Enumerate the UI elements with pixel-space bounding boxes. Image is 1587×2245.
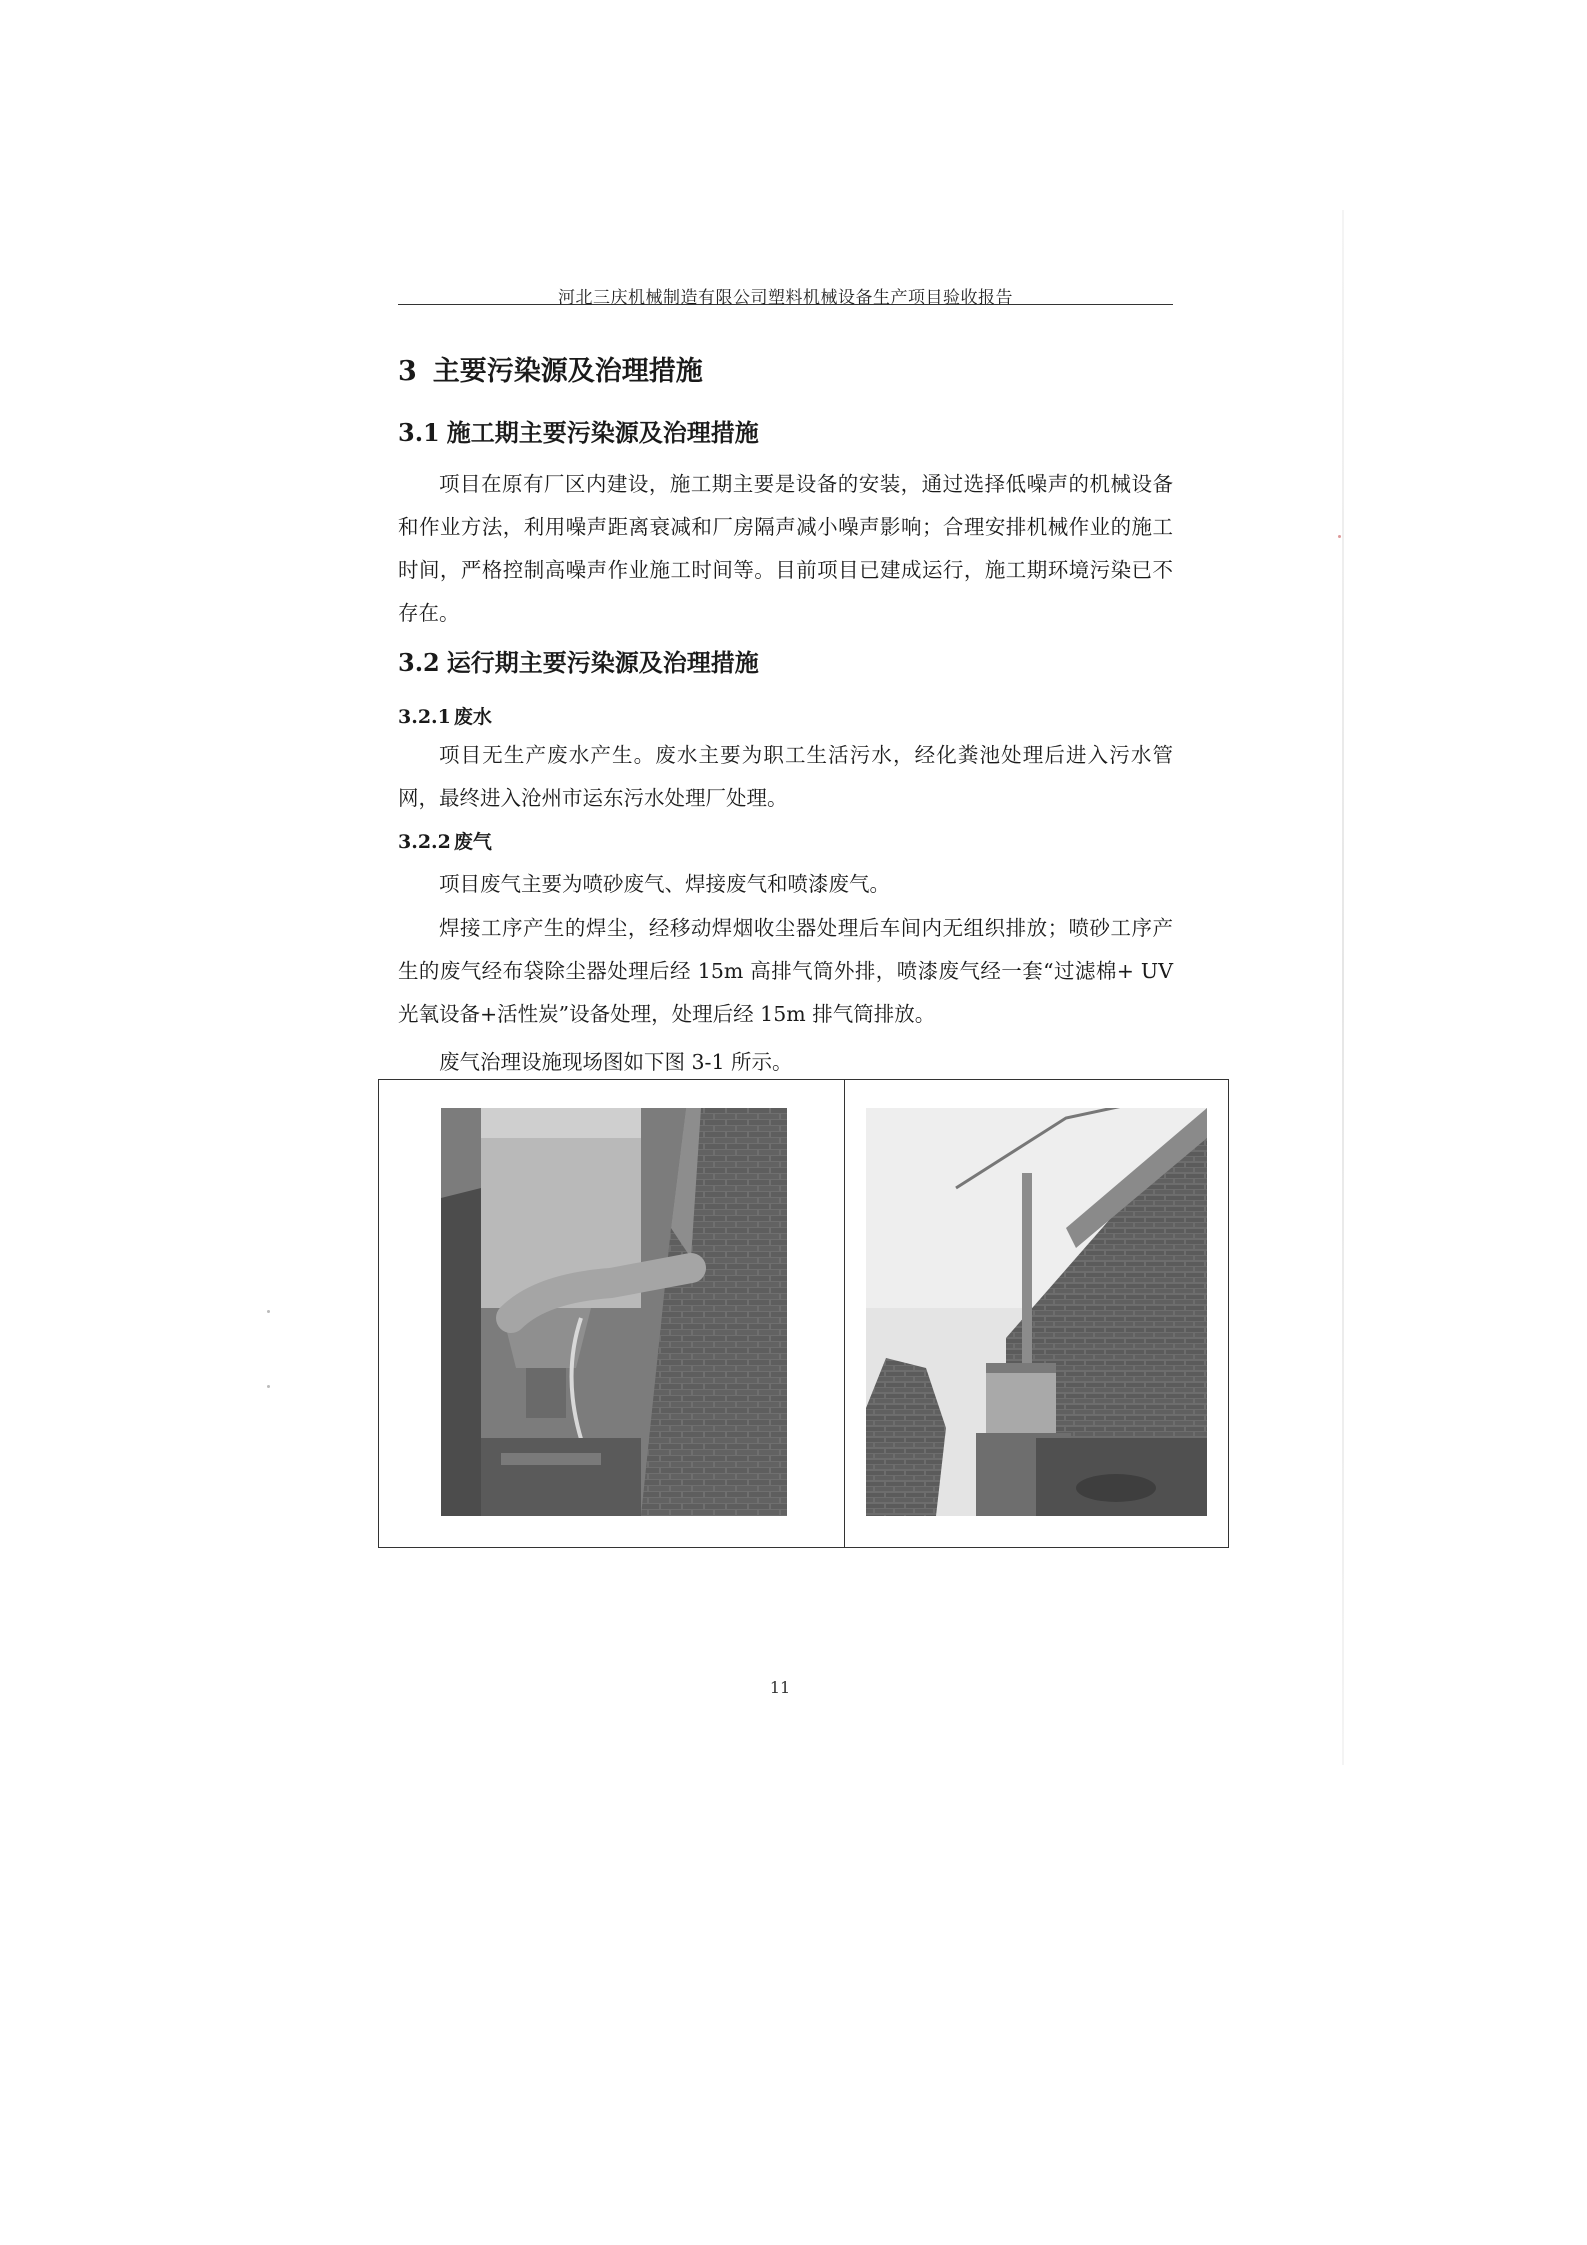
scan-speck — [1338, 535, 1341, 538]
exhaust-title: 废气 — [453, 831, 492, 853]
exhaust-paragraph-3: 废气治理设施现场图如下图 3-1 所示。 — [439, 1050, 793, 1074]
section-title: 主要污染源及治理措施 — [432, 356, 703, 387]
scan-edge-shadow — [1342, 210, 1344, 1765]
scan-speck — [267, 1310, 270, 1313]
subsection-number: 3.2 — [398, 648, 440, 677]
construction-paragraph: 项目在原有厂区内建设，施工期主要是设备的安装，通过选择低噪声的机械设备和作业方法，利用噪声距离衰减和厂房隔声减小噪声影响；合理安排机械作业的施工时间，严格控制高噪声作业施工时间等。目前项目已建成运行，施工期环境污染已不存在。 — [398, 472, 1173, 625]
section-number: 3 — [398, 356, 417, 387]
subsection-title: 运行期主要污染源及治理措施 — [446, 648, 759, 677]
running-header: 河北三庆机械制造有限公司塑料机械设备生产项目验收报告 — [558, 288, 1013, 308]
scan-speck — [267, 1385, 270, 1388]
wastewater-heading — [398, 702, 492, 729]
wastewater-number: 3.2.1 — [398, 706, 451, 728]
subsection-number: 3.1 — [398, 418, 440, 447]
subsection-title: 施工期主要污染源及治理措施 — [446, 418, 759, 447]
subsection-3-2-heading — [398, 643, 759, 678]
figure-3-1-divider — [844, 1079, 845, 1548]
header-rule — [398, 304, 1173, 305]
exhaust-heading — [398, 827, 492, 854]
photo-exhaust-stack — [866, 1108, 1207, 1516]
subsection-3-1-heading — [398, 413, 759, 448]
wastewater-title: 废水 — [453, 706, 492, 728]
exhaust-paragraph-1: 项目废气主要为喷砂废气、焊接废气和喷漆废气。 — [439, 872, 890, 896]
photo-dust-collector-duct — [441, 1108, 787, 1516]
exhaust-paragraph-2: 焊接工序产生的焊尘，经移动焊烟收尘器处理后车间内无组织排放；喷砂工序产生的废气经布袋除尘器处理后经 15m 高排气筒外排，喷漆废气经一套“过滤棉+ UV 光氧设备+活性炭”设备处理，处理后经 15m 排气筒排放。 — [398, 916, 1173, 1026]
wastewater-paragraph: 项目无生产废水产生。废水主要为职工生活污水，经化粪池处理后进入污水管网，最终进入沧州市运东污水处理厂处理。 — [398, 743, 1173, 810]
exhaust-number: 3.2.2 — [398, 831, 451, 853]
page-number: 11 — [769, 1678, 791, 1697]
section-heading — [398, 349, 703, 388]
